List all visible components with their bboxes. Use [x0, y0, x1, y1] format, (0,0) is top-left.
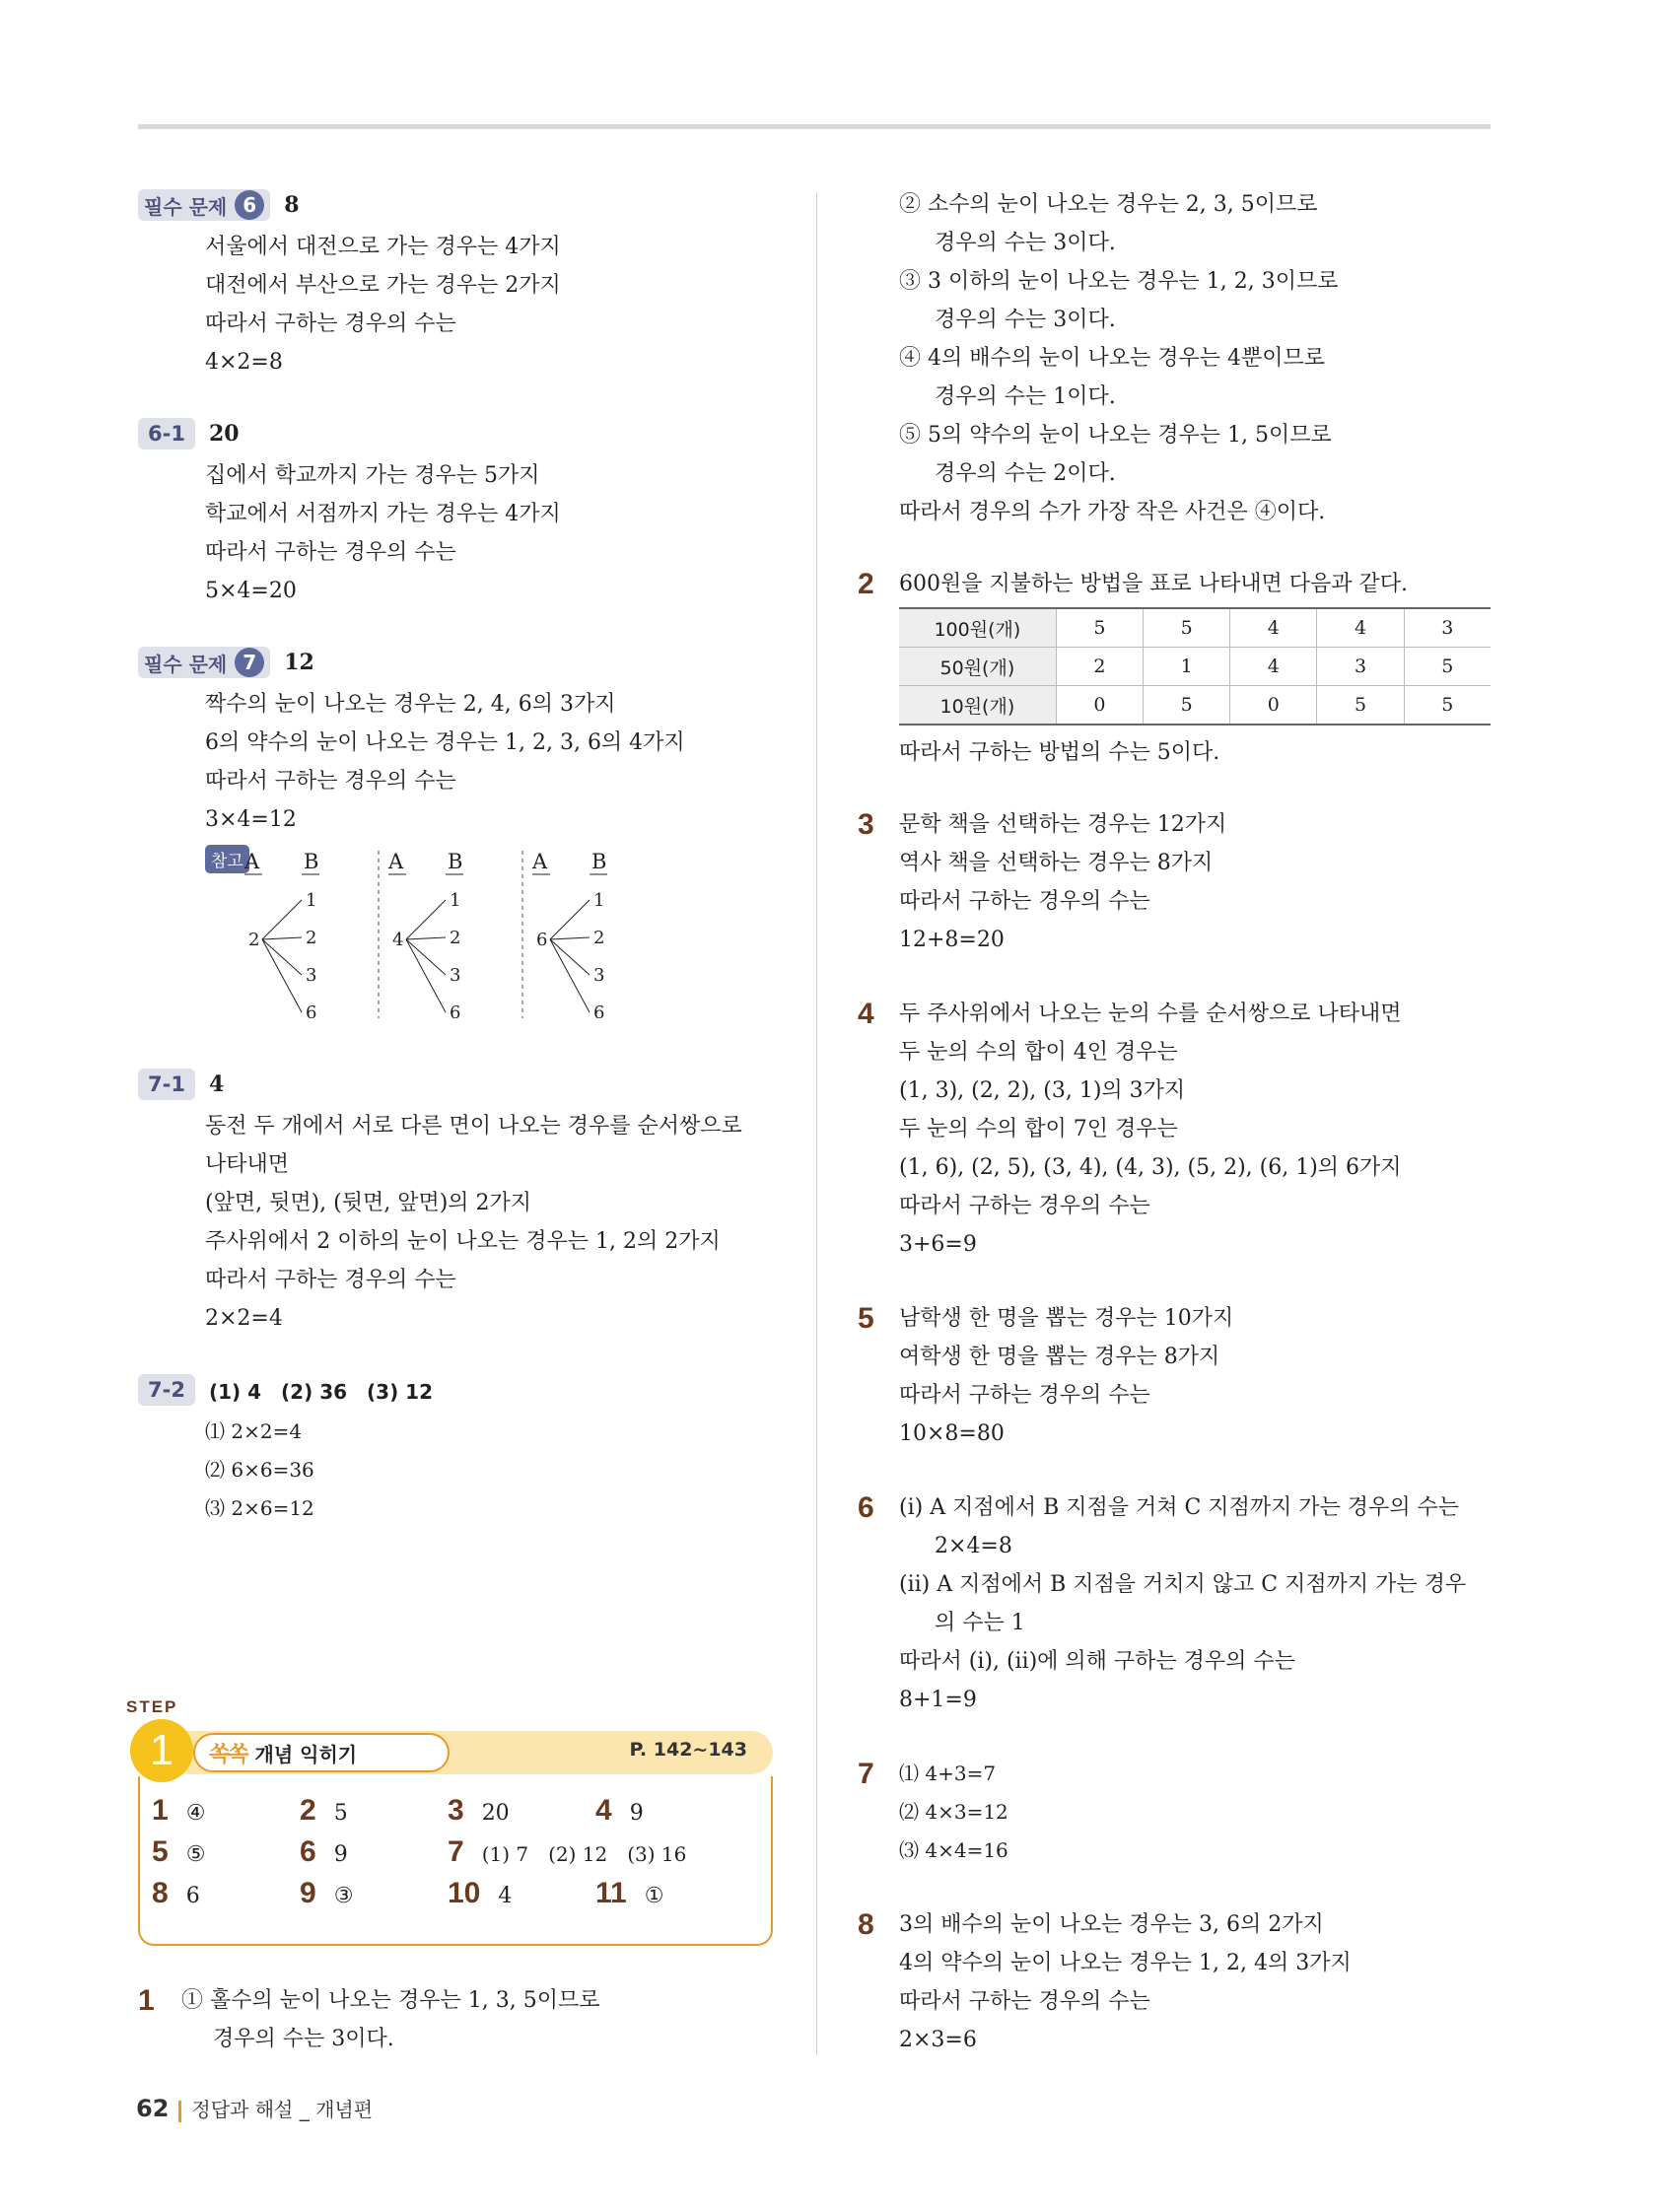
tree-leaf: 2 — [593, 928, 605, 948]
solution-line: ⑶ 2×6=12 — [205, 1496, 314, 1520]
solution-line: 여학생 한 명을 뽑는 경우는 8가지 — [899, 1345, 1220, 1369]
table-header: 50원(개) — [899, 648, 1056, 686]
table-cell: 4 — [1317, 608, 1404, 648]
table-cell: 3 — [1404, 608, 1491, 648]
solution-line: ⑵ 6×6=36 — [205, 1458, 314, 1482]
table-header: 10원(개) — [899, 686, 1056, 726]
right-column — [858, 185, 1491, 2059]
solution-line: (1, 3), (2, 2), (3, 1)의 3가지 — [899, 1078, 1186, 1103]
solution-line: 경우의 수는 1이다. — [935, 384, 1116, 409]
tree-a-label: A — [388, 850, 404, 873]
solution-line: (ⅰ) A 지점에서 B 지점을 거쳐 C 지점까지 가는 경우의 수는 — [899, 1495, 1460, 1520]
solution-line: 5×4=20 — [205, 579, 297, 603]
answer-grid — [138, 1776, 773, 1946]
solution-line: 동전 두 개에서 서로 다른 면이 나오는 경우를 순서쌍으로 — [205, 1114, 742, 1139]
top-rule — [138, 124, 1491, 129]
question-number: 5 — [858, 1302, 874, 1335]
problem-badge: 필수 문제 6 — [138, 189, 270, 221]
table-cell: 1 — [1144, 648, 1230, 686]
tree-b-label: B — [304, 850, 319, 873]
solution-line: 2×2=4 — [205, 1306, 283, 1331]
table-cell: 5 — [1317, 686, 1404, 726]
answer-cell: 2 5 — [300, 1794, 348, 1827]
table-row — [899, 608, 1491, 648]
solution-line: 남학생 한 명을 뽑는 경우는 10가지 — [899, 1306, 1234, 1331]
answer-cell: 9 ③ — [300, 1877, 354, 1909]
solution-line: 3+6=9 — [899, 1232, 977, 1257]
table-cell: 0 — [1230, 686, 1317, 726]
solution-line: 대전에서 부산으로 가는 경우는 2가지 — [205, 273, 561, 298]
solution-line: 나타내면 — [205, 1152, 290, 1177]
problem-7 — [138, 640, 789, 1018]
problem-badge: 6-1 — [138, 418, 195, 449]
footer-text: 정답과 해설 _ 개념편 — [191, 2098, 374, 2121]
solution-line: 4의 약수의 눈이 나오는 경우는 1, 2, 4의 3가지 — [899, 1951, 1352, 1975]
table-cell: 5 — [1404, 686, 1491, 726]
answer: 4 — [208, 1071, 225, 1097]
table-header: 100원(개) — [899, 608, 1056, 648]
solution-line: 서울에서 대전으로 가는 경우는 4가지 — [205, 235, 561, 259]
solution-line: ① 홀수의 눈이 나오는 경우는 1, 3, 5이므로 — [181, 1988, 600, 2013]
problem-7-1 — [138, 1062, 789, 1338]
table-cell: 5 — [1056, 608, 1143, 648]
answer-cell: 5 ⑤ — [152, 1835, 206, 1868]
page-number: 62 — [136, 2095, 170, 2122]
answer-cell: 3 20 — [448, 1794, 510, 1827]
question-8 — [858, 1905, 1491, 2059]
table-cell: 5 — [1144, 686, 1230, 726]
table-cell: 4 — [1230, 648, 1317, 686]
solution-line: 집에서 학교까지 가는 경우는 5가지 — [205, 463, 540, 488]
solution-line: 학교에서 서점까지 가는 경우는 4가지 — [205, 502, 561, 526]
tree-leaf: 1 — [450, 890, 461, 911]
solution-line: 12+8=20 — [899, 928, 1005, 952]
solution-line: 따라서 구하는 경우의 수는 — [899, 1989, 1150, 2014]
solution-line: 두 눈의 수의 합이 7인 경우는 — [899, 1117, 1178, 1141]
answer-cell: 7 (1) 7 (2) 12 (3) 16 — [448, 1835, 687, 1868]
solution-line: (ⅱ) A 지점에서 B 지점을 거치지 않고 C 지점까지 가는 경우 — [899, 1572, 1467, 1597]
question-6 — [858, 1488, 1491, 1719]
solution-line: (앞면, 뒷면), (뒷면, 앞면)의 2가지 — [205, 1191, 532, 1215]
solution-line: 6의 약수의 눈이 나오는 경우는 1, 2, 3, 6의 4가지 — [205, 730, 685, 755]
question-3 — [858, 805, 1491, 959]
solution-line: 2×3=6 — [899, 2028, 977, 2052]
problem-badge: 7-1 — [138, 1069, 195, 1100]
solution-line: 경우의 수는 3이다. — [935, 308, 1116, 332]
page-footer — [136, 2094, 373, 2122]
solution-line: ⑵ 4×3=12 — [899, 1800, 1008, 1824]
solution-line: 두 주사위에서 나오는 눈의 수를 순서쌍으로 나타내면 — [899, 1002, 1402, 1026]
table-cell: 3 — [1317, 648, 1404, 686]
tree-leaf: 1 — [306, 890, 317, 911]
question-number: 2 — [858, 568, 874, 600]
solution-line: 10×8=80 — [899, 1421, 1005, 1446]
solution-line: 따라서 구하는 방법의 수는 5이다. — [899, 740, 1220, 765]
solution-line: (1, 6), (2, 5), (3, 4), (4, 3), (5, 2), (6, 1)의 6가지 — [899, 1155, 1402, 1180]
table-cell: 5 — [1144, 608, 1230, 648]
table-cell: 4 — [1230, 608, 1317, 648]
solution-line: 따라서 구하는 경우의 수는 — [899, 889, 1150, 914]
step-mark: 쏙쏙 — [209, 1742, 247, 1767]
tree-2 — [387, 850, 463, 1018]
column-divider — [816, 192, 817, 2055]
solution-line: 두 눈의 수의 합이 4인 경우는 — [899, 1040, 1178, 1065]
solution-line: 따라서 구하는 경우의 수는 — [899, 1383, 1150, 1408]
tree-leaf: 3 — [306, 965, 317, 986]
solution-line: ⑤ 5의 약수의 눈이 나오는 경우는 1, 5이므로 — [899, 423, 1332, 448]
solution-line: 경우의 수는 3이다. — [213, 2027, 394, 2051]
tree-diagrams — [138, 841, 789, 1018]
tree-leaf: 3 — [450, 965, 461, 986]
solution-line: ⑴ 2×2=4 — [205, 1419, 303, 1443]
solution-line: 따라서 구하는 경우의 수는 — [205, 769, 456, 794]
tree-leaf: 2 — [306, 928, 317, 948]
tree-root: 6 — [536, 930, 548, 950]
answer: 12 — [284, 650, 314, 675]
question-number: 7 — [858, 1758, 874, 1790]
tree-leaf: 2 — [450, 928, 461, 948]
problem-6-1 — [138, 411, 789, 610]
solution-line: 따라서 구하는 경우의 수는 — [899, 1194, 1150, 1218]
tree-a-label: A — [532, 850, 548, 873]
reference-tag: 참고 — [205, 845, 249, 873]
problem-badge: 7-2 — [138, 1374, 195, 1406]
solution-line: 문학 책을 선택하는 경우는 12가지 — [899, 812, 1227, 837]
payment-table — [899, 607, 1491, 726]
question-number: 8 — [858, 1908, 874, 1941]
question-4 — [858, 995, 1491, 1264]
solution-line: 4×2=8 — [205, 350, 283, 375]
solution-line: 3×4=12 — [205, 807, 297, 832]
table-cell: 5 — [1404, 648, 1491, 686]
solution-line: 따라서 구하는 경우의 수는 — [205, 311, 456, 336]
tree-1 — [244, 850, 319, 1018]
problem-6 — [138, 182, 789, 381]
solution-line: 경우의 수는 2이다. — [935, 461, 1116, 486]
solution-line: 따라서 경우의 수가 가장 작은 사건은 ④이다. — [899, 500, 1326, 524]
solution-line: 역사 책을 선택하는 경우는 8가지 — [899, 851, 1214, 875]
left-column — [138, 182, 789, 1528]
problem-7-2 — [138, 1367, 789, 1528]
answer: 20 — [208, 421, 240, 447]
answer-cell: 4 9 — [595, 1794, 644, 1827]
solution-line: 짝수의 눈이 나오는 경우는 2, 4, 6의 3가지 — [205, 692, 616, 717]
answer-cell: 10 4 — [448, 1877, 513, 1909]
answer-cell: 6 9 — [300, 1835, 348, 1868]
problem-badge: 필수 문제 7 — [138, 647, 270, 678]
answer: (1) 4 (2) 36 (3) 12 — [208, 1379, 434, 1404]
answer-cell: 8 6 — [152, 1877, 200, 1909]
solution-line: 의 수는 1 — [935, 1611, 1025, 1635]
tree-root: 2 — [248, 930, 260, 950]
question-number: 3 — [858, 808, 874, 841]
problem-number: 7 — [235, 648, 264, 677]
solution-line: 3의 배수의 눈이 나오는 경우는 3, 6의 2가지 — [899, 1912, 1324, 1937]
answer: 8 — [284, 192, 300, 218]
solution-line: ④ 4의 배수의 눈이 나오는 경우는 4뿐이므로 — [899, 346, 1325, 371]
solution-line: 경우의 수는 3이다. — [935, 231, 1116, 255]
tree-b-label: B — [448, 850, 463, 873]
step-label: STEP — [126, 1697, 178, 1716]
footer-separator — [178, 2101, 181, 2122]
tree-diagram-svg — [244, 841, 797, 1018]
table-cell: 0 — [1056, 686, 1143, 726]
tree-leaf: 6 — [306, 1002, 317, 1018]
question-1-continued — [899, 185, 1491, 531]
question-7 — [858, 1755, 1491, 1870]
tree-b-label: B — [591, 850, 607, 873]
tree-leaf: 6 — [450, 1002, 461, 1018]
step-title-text: 개념 익히기 — [254, 1742, 358, 1766]
question-number: 6 — [858, 1491, 874, 1524]
question-number: 1 — [138, 1984, 155, 2017]
tree-leaf: 6 — [593, 1002, 605, 1018]
tree-leaf: 3 — [593, 965, 605, 986]
solution-line: 600원을 지불하는 방법을 표로 나타내면 다음과 같다. — [899, 572, 1408, 596]
question-5 — [858, 1299, 1491, 1453]
tree-a-label: A — [244, 850, 260, 873]
step-1-answer-box — [126, 1697, 777, 1956]
step-title — [193, 1733, 450, 1772]
solution-line: 따라서 구하는 경우의 수는 — [205, 1268, 456, 1292]
tree-3 — [531, 850, 607, 1018]
page-range: P. 142~143 — [629, 1739, 747, 1761]
question-1 — [138, 1981, 791, 2058]
solution-line: 2×4=8 — [935, 1534, 1012, 1558]
question-2 — [858, 565, 1491, 772]
solution-line: ⑶ 4×4=16 — [899, 1838, 1008, 1862]
solution-line: 주사위에서 2 이하의 눈이 나오는 경우는 1, 2의 2가지 — [205, 1229, 721, 1254]
problem-number: 6 — [235, 190, 264, 220]
answer-cell: 11 ① — [595, 1877, 664, 1909]
answer-cell: 1 ④ — [152, 1794, 206, 1827]
tree-leaf: 1 — [593, 890, 605, 911]
solution-line: ③ 3 이하의 눈이 나오는 경우는 1, 2, 3이므로 — [899, 269, 1339, 294]
table-cell: 2 — [1056, 648, 1143, 686]
solution-line: ② 소수의 눈이 나오는 경우는 2, 3, 5이므로 — [899, 192, 1318, 217]
step-number-badge: 1 — [130, 1719, 193, 1782]
table-row — [899, 648, 1491, 686]
solution-line: ⑴ 4+3=7 — [899, 1762, 997, 1785]
solution-line: 따라서 구하는 경우의 수는 — [205, 540, 456, 565]
table-row — [899, 686, 1491, 726]
solution-line: 8+1=9 — [899, 1688, 977, 1712]
tree-root: 4 — [392, 930, 404, 950]
question-number: 4 — [858, 998, 874, 1030]
solution-line: 따라서 (ⅰ), (ⅱ)에 의해 구하는 경우의 수는 — [899, 1649, 1295, 1674]
